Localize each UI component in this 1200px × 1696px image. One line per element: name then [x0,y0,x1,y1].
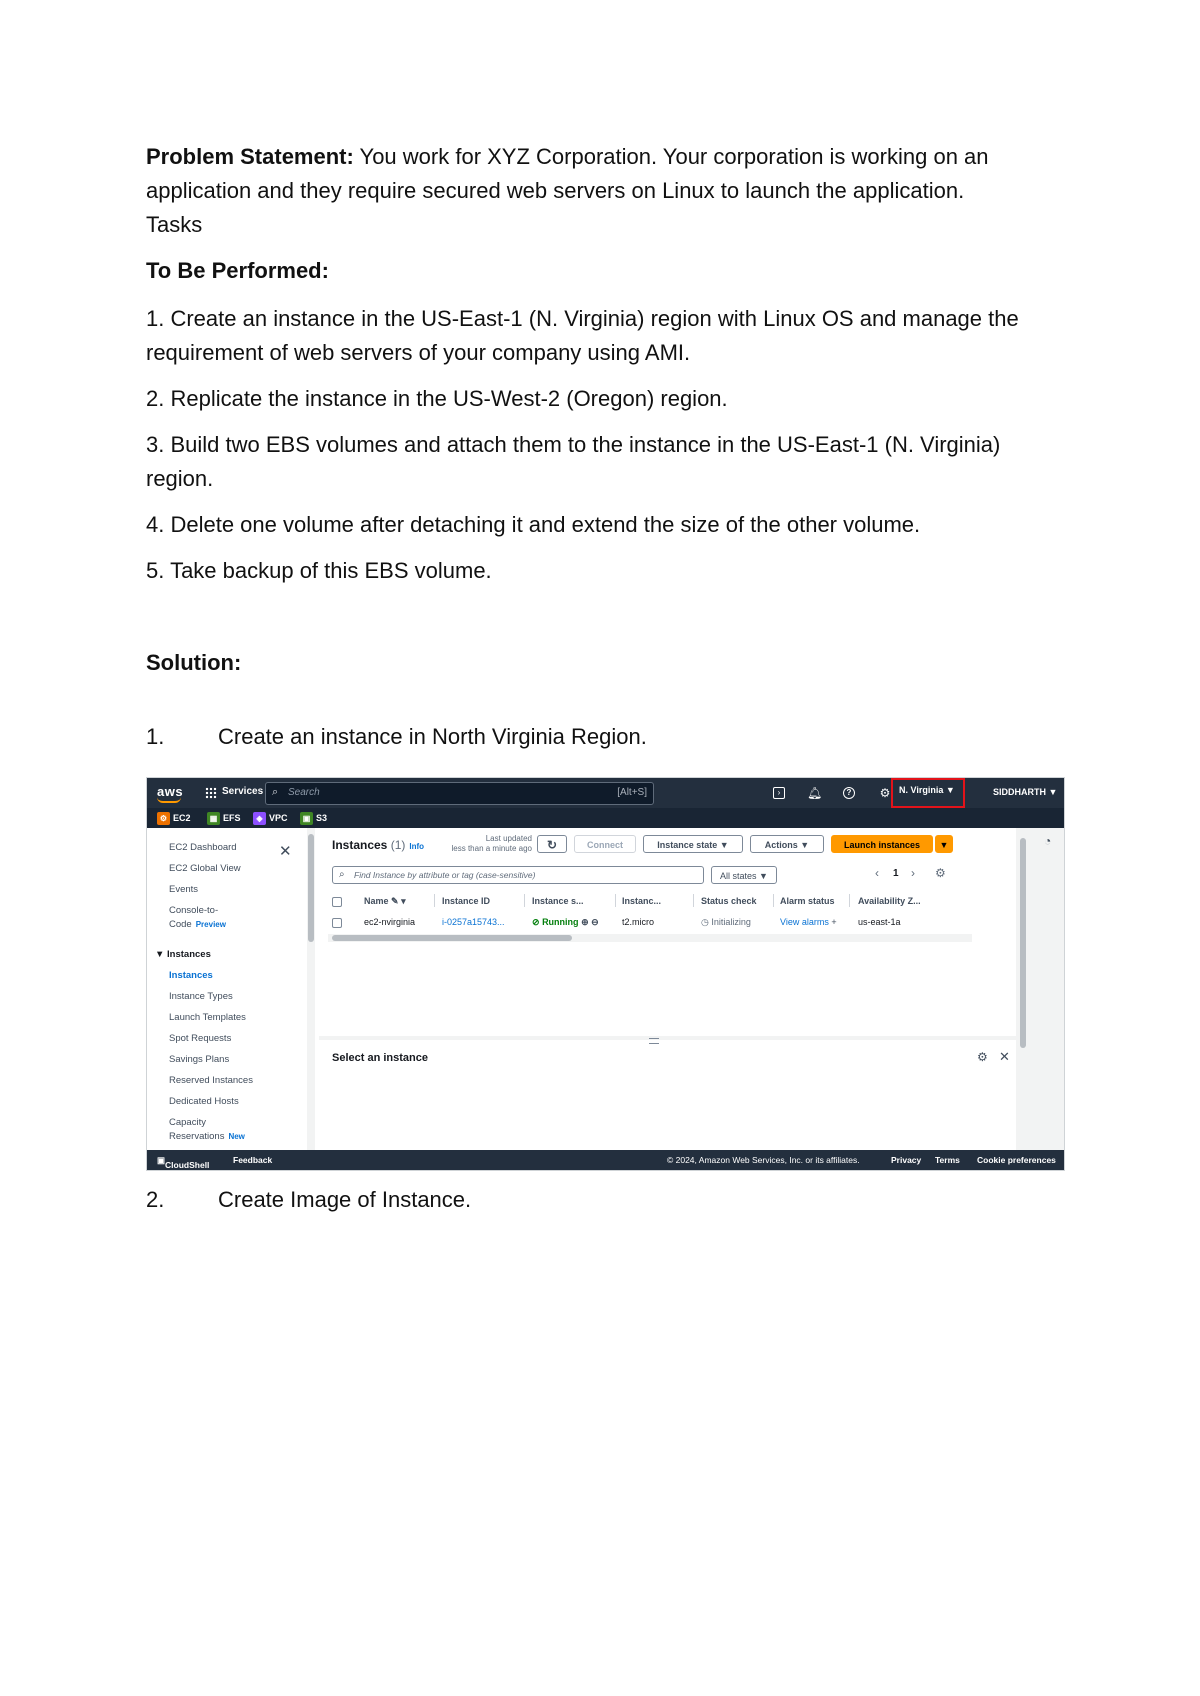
sidebar-item-console-to-code[interactable]: Console-to- [169,905,219,916]
region-highlight-box [891,778,965,808]
column-header-availability-zone[interactable]: Availability Z... [858,896,921,906]
sidebar-item-instances[interactable]: Instances [169,970,213,981]
refresh-icon: ↻ [546,838,558,852]
favorite-vpc[interactable]: ◈ VPC [253,811,288,825]
cell-availability-zone: us-east-1a [858,917,901,927]
actions-button[interactable]: Actions ▼ [750,835,824,853]
document-body [146,140,1066,600]
preview-badge: Preview [195,920,226,929]
tasks-word: Tasks [146,212,203,237]
filter-input[interactable] [332,866,704,884]
aws-console-screenshot [146,777,1065,1171]
column-header-alarm-status[interactable]: Alarm status [780,896,835,906]
cell-alarm-status[interactable]: View alarms + [780,917,837,927]
new-badge: New [228,1132,245,1141]
favorites-bar [147,808,1064,828]
main-content [319,828,1064,1150]
search-input[interactable] [265,782,654,805]
column-separator [693,894,694,907]
connect-button[interactable]: Connect [574,835,636,853]
task-1: 1. Create an instance in the US-East-1 (N. Virginia) region with Linux OS and manage the requirement of web servers of your company using AMI. [146,306,1019,365]
prev-page-icon[interactable]: ‹ [875,866,879,880]
instance-detail-panel [319,1040,1016,1150]
bell-icon[interactable]: 🔔︎ [807,786,823,800]
settings-gear-icon[interactable]: ⚙ [935,866,946,880]
close-icon[interactable]: ✕ [279,843,292,860]
instances-panel [319,828,1016,1036]
gear-icon[interactable]: ⚙ [977,1050,988,1064]
sidebar-section-instances[interactable]: ▼ Instances [155,949,211,960]
cell-instance-id[interactable]: i-0257a15743... [442,917,505,927]
problem-statement [146,140,1066,242]
caret-down-icon: ▼ [939,840,949,850]
cell-instance-type: t2.micro [622,917,655,927]
sidebar-item-code[interactable]: Code Preview [169,919,226,930]
aws-logo[interactable]: aws [157,784,183,799]
to-be-performed-heading: To Be Performed: [146,258,329,283]
ec2-icon: ⚙ [157,812,170,825]
column-header-instance-id[interactable]: Instance ID [442,896,491,906]
cell-status-check: ◷ Initializing [701,917,751,927]
cell-instance-state: ⊘ Running ⊕ ⊖ [532,917,599,927]
next-page-icon[interactable]: › [911,866,915,880]
favorite-efs[interactable]: ▦ EFS [207,811,241,825]
zoom-out-icon[interactable]: ⊖ [591,917,599,927]
privacy-link[interactable]: Privacy [891,1155,922,1165]
search-shortcut: [Alt+S] [617,787,647,798]
sort-icon: ▾ [401,896,406,906]
info-link[interactable]: Info [409,842,425,851]
efs-icon: ▦ [207,812,220,825]
vpc-icon: ◈ [253,812,266,825]
clock-icon: ◷ [701,917,709,927]
step-text: Create Image of Instance. [218,1187,472,1212]
region-selector[interactable]: N. Virginia ▼ [899,785,955,795]
top-navigation-bar [147,778,1064,808]
edit-icon: ✎ [391,896,399,906]
clock-settings-icon[interactable]: ◔ [1044,834,1052,848]
resize-handle[interactable] [649,1038,659,1044]
search-icon: ⌕ [339,869,345,880]
task-3: 3. Build two EBS volumes and attach them to the instance in the US-East-1 (N. Virginia) region. [146,432,1001,491]
last-updated: Last updated less than a minute ago [451,834,532,853]
sidebar-item-global-view[interactable]: EC2 Global View [169,863,241,874]
close-icon[interactable]: ✕ [999,1049,1010,1064]
problem-text: You work for XYZ Corporation. Your corporation is working on an application and they require secured web servers on Linux to launch the application. [146,144,989,203]
task-4: 4. Delete one volume after detaching it and extend the size of the other volume. [146,512,921,537]
instance-state-button[interactable]: Instance state ▼ [643,835,743,853]
console-footer [147,1150,1064,1170]
sidebar-item-capacity[interactable]: Capacity [169,1117,206,1128]
help-icon[interactable]: ? [843,787,855,799]
step-2 [146,1187,471,1213]
cookie-preferences-link[interactable]: Cookie preferences [977,1155,1056,1165]
sidebar-item-launch-templates[interactable]: Launch Templates [169,1012,246,1023]
refresh-button[interactable] [537,835,567,853]
services-menu[interactable]: Services [222,786,264,797]
step-text: Create an instance in North Virginia Region. [218,724,647,749]
search-icon: ⌕ [272,786,279,798]
step-number: 1. [146,724,165,749]
select-all-checkbox[interactable] [332,897,342,907]
solution-heading: Solution: [146,650,242,675]
feedback-link[interactable]: Feedback [233,1155,273,1165]
all-states-select[interactable]: All states ▼ [711,866,777,884]
sidebar-item-ec2-dashboard[interactable]: EC2 Dashboard [169,842,237,853]
favorite-ec2[interactable]: ⚙ EC2 [157,811,191,825]
cloudshell-icon[interactable]: › [773,787,785,799]
sidebar-item-dedicated-hosts[interactable]: Dedicated Hosts [169,1096,239,1107]
ec2-sidebar [147,828,317,1150]
column-header-instance-state[interactable]: Instance s... [532,896,584,906]
plus-icon[interactable]: + [831,917,837,927]
launch-dropdown-button[interactable] [935,835,953,853]
favorite-s3[interactable]: ▣ S3 [300,811,327,825]
check-circle-icon: ⊘ [532,917,540,927]
filter-placeholder: Find Instance by attribute or tag (case-sensitive) [354,870,536,880]
account-menu[interactable]: SIDDHARTH ▼ [993,787,1058,797]
cell-name: ec2-nvirginia [364,917,416,927]
column-header-instance-type[interactable]: Instanc... [622,896,662,906]
column-separator [524,894,525,907]
column-separator [615,894,616,907]
gear-icon[interactable]: ⚙ [879,786,891,800]
row-checkbox[interactable] [332,918,342,928]
column-separator [849,894,850,907]
task-5: 5. Take backup of this EBS volume. [146,558,492,583]
s3-icon: ▣ [300,812,313,825]
zoom-in-icon[interactable]: ⊕ [581,917,589,927]
column-separator [773,894,774,907]
table-horizontal-scrollbar[interactable] [328,934,972,942]
main-vertical-scrollbar[interactable] [1018,828,1028,1150]
column-separator [434,894,435,907]
task-2: 2. Replicate the instance in the US-West-2 (Oregon) region. [146,386,728,411]
copyright-text: © 2024, Amazon Web Services, Inc. or its affiliates. [667,1155,860,1165]
sidebar-item-spot-requests[interactable]: Spot Requests [169,1033,232,1044]
step-number: 2. [146,1187,165,1212]
sidebar-item-events[interactable]: Events [169,884,199,895]
search-placeholder: Search [288,787,320,798]
sidebar-item-reserved-instances[interactable]: Reserved Instances [169,1075,253,1086]
sidebar-item-reservations[interactable]: Reservations New [169,1131,245,1142]
sidebar-item-instance-types[interactable]: Instance Types [169,991,233,1002]
column-header-status-check[interactable]: Status check [701,896,757,906]
problem-label: Problem Statement: [146,144,354,169]
column-header-name[interactable]: Name ✎ ▾ [364,896,406,906]
panel-title: Instances (1) Info [332,838,425,852]
sidebar-item-savings-plans[interactable]: Savings Plans [169,1054,230,1065]
cloudshell-link[interactable]: ▣ CloudShell [157,1155,210,1170]
detail-title: Select an instance [332,1052,428,1064]
step-1 [146,724,647,750]
launch-instances-button[interactable]: Launch instances [831,835,933,853]
terms-link[interactable]: Terms [935,1155,960,1165]
services-grid-icon[interactable] [205,787,217,799]
page-number[interactable]: 1 [893,868,899,879]
sidebar-scrollbar[interactable] [307,828,315,1150]
